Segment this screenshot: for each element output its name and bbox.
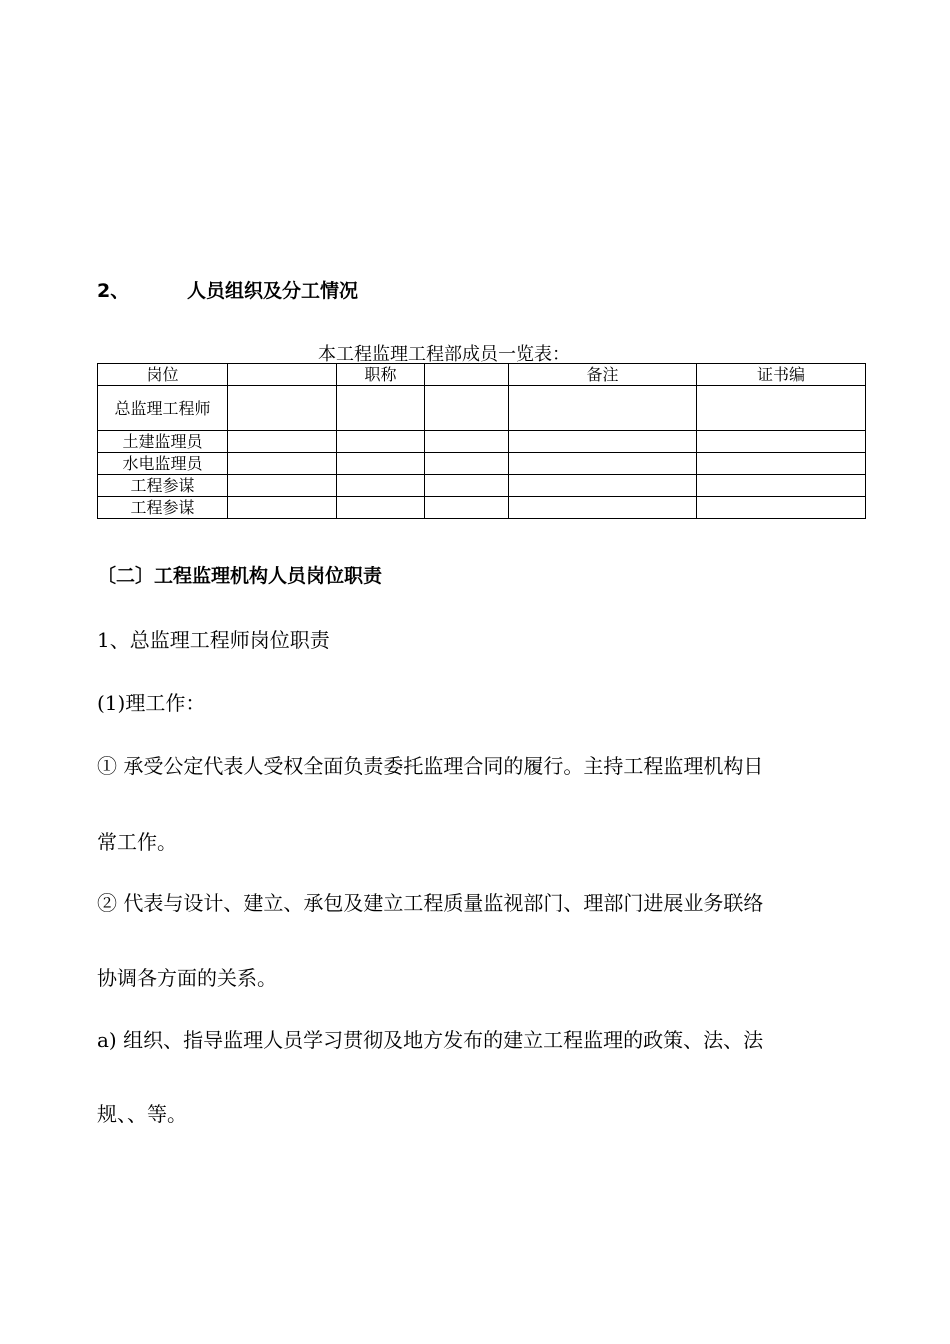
table-cell-position: 水电监理员: [98, 453, 228, 475]
table-cell: [228, 453, 337, 475]
section-heading: [97, 276, 358, 303]
table-cell: [228, 475, 337, 497]
header-cell: [228, 364, 337, 386]
table-row: [98, 475, 866, 497]
paragraph: ② 代表与设计、建立、承包及建立工程质量监视部门、理部门进展业务联络: [97, 891, 764, 915]
table-caption: 本工程监理工程部成员一览表：: [318, 344, 570, 365]
paragraph: 协调各方面的关系。: [97, 966, 277, 990]
table-cell: [337, 453, 425, 475]
table-cell: [509, 386, 697, 431]
section-number: 2、: [97, 280, 130, 302]
table-cell: [228, 497, 337, 519]
table-cell: [509, 453, 697, 475]
table-cell: [337, 497, 425, 519]
table-cell-position: 工程参谋: [98, 475, 228, 497]
table-cell: [697, 386, 866, 431]
paragraph: 1、总监理工程师岗位职责: [97, 628, 330, 652]
table-cell: [697, 453, 866, 475]
header-cell: 职称: [337, 364, 425, 386]
table-cell: [337, 386, 425, 431]
table-cell: [228, 386, 337, 431]
paragraph: ① 承受公定代表人受权全面负责委托监理合同的履行。主持工程监理机构日: [97, 754, 764, 778]
table-cell: [509, 431, 697, 453]
table-cell-position: 总监理工程师: [98, 386, 228, 431]
paragraph: 常工作。: [97, 830, 177, 854]
table-cell: [337, 431, 425, 453]
table-cell-position: 工程参谋: [98, 497, 228, 519]
table-cell: [697, 497, 866, 519]
table-cell: [509, 475, 697, 497]
paragraph: (1)理工作：: [97, 691, 206, 715]
table-cell: [228, 431, 337, 453]
header-cell: [425, 364, 509, 386]
table-row: [98, 453, 866, 475]
table-cell-position: 土建监理员: [98, 431, 228, 453]
table-cell: [337, 475, 425, 497]
header-cell: 备注: [509, 364, 697, 386]
table-cell: [425, 386, 509, 431]
table-row: [98, 386, 866, 431]
table-cell: [697, 475, 866, 497]
table-row: [98, 431, 866, 453]
header-cell: 岗位: [98, 364, 228, 386]
table-row: [98, 497, 866, 519]
table-cell: [425, 431, 509, 453]
table-cell: [509, 497, 697, 519]
table-cell: [425, 497, 509, 519]
paragraph: a) 组织、指导监理人员学习贯彻及地方发布的建立工程监理的政策、法、法: [97, 1028, 764, 1052]
staff-table: [97, 363, 866, 519]
table-header-row: [98, 364, 866, 386]
subsection-heading: 〔二〕工程监理机构人员岗位职责: [97, 565, 383, 587]
header-cell: 证书编: [697, 364, 866, 386]
table-cell: [697, 431, 866, 453]
table-cell: [425, 475, 509, 497]
paragraph: 规、、等。: [97, 1102, 187, 1126]
table-cell: [425, 453, 509, 475]
section-title: 人员组织及分工情况: [187, 280, 359, 302]
